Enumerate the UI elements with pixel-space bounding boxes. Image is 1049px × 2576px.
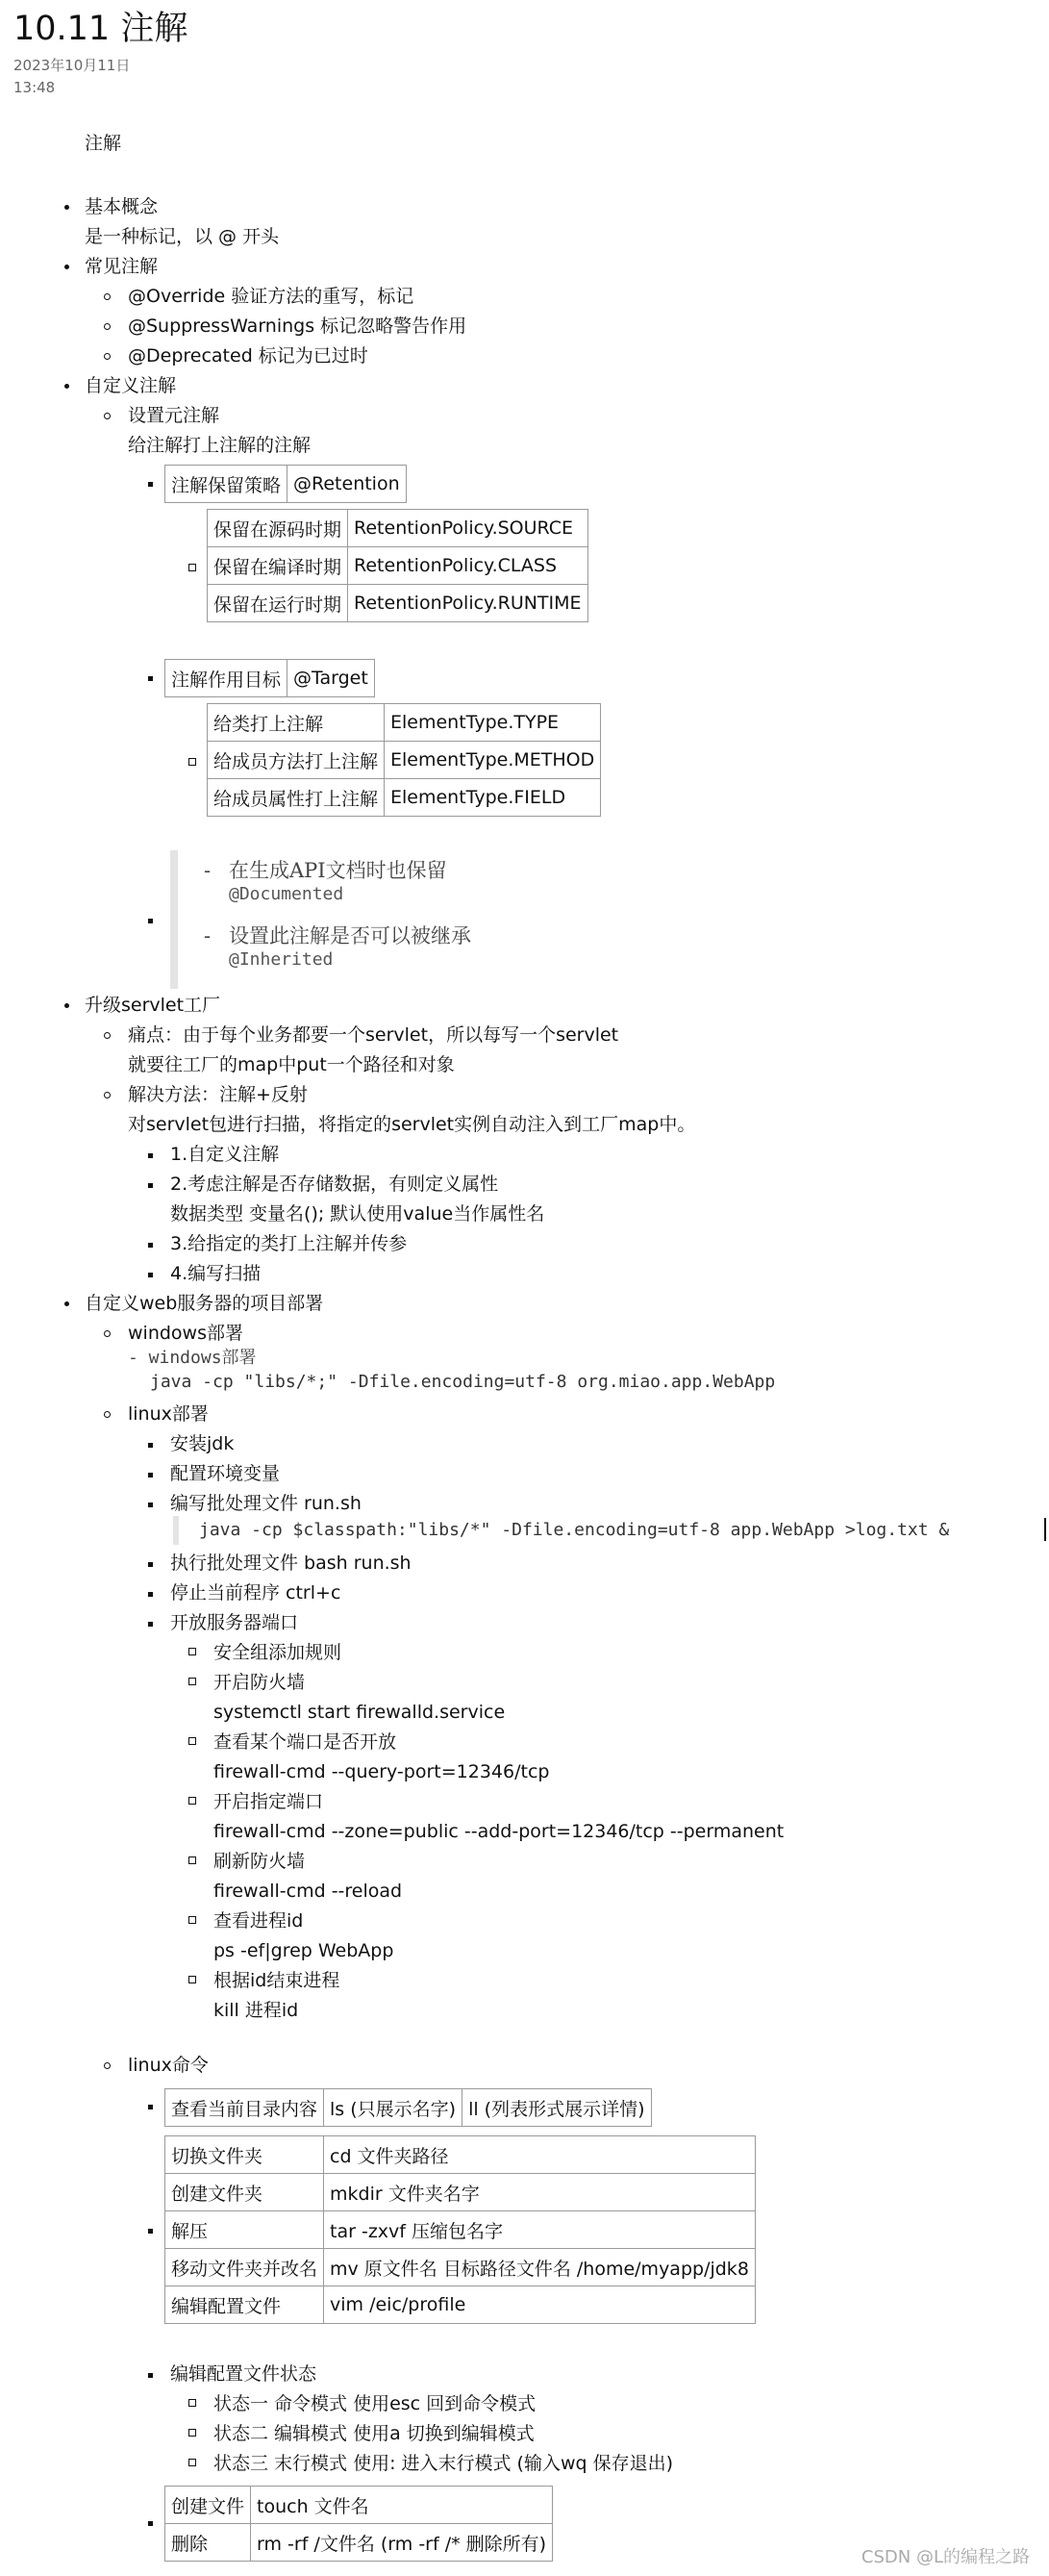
meta-annotation-label: 设置元注解 xyxy=(128,405,220,426)
square-bullet-icon xyxy=(148,2229,153,2234)
table-cell: 解压 xyxy=(165,2211,324,2249)
port-step-cmd: firewall-cmd --zone=public --add-port=12346/tcp --permanent xyxy=(213,1821,785,1842)
pain-desc: 就要往工厂的map中put一个路径和对象 xyxy=(128,1054,455,1075)
table-row xyxy=(208,779,601,817)
section-heading: 注解 xyxy=(85,133,122,154)
square-bullet-icon xyxy=(148,1243,153,1248)
page-title: 10.11 注解 xyxy=(13,10,188,48)
date-text: 2023年10月11日 xyxy=(13,57,131,74)
table-cell: ls (只展示名字) xyxy=(324,2089,462,2127)
file-command-table xyxy=(164,2486,553,2562)
edit-state-item: 状态三 末行模式 使用: 进入末行模式 (输入wq 保存退出) xyxy=(213,2453,674,2474)
watermark: CSDN @L的编程之路 xyxy=(861,2547,1030,2567)
port-step-cmd: kill 进程id xyxy=(213,2000,299,2021)
port-step-cmd: systemctl start firewalld.service xyxy=(213,1702,506,1723)
circle-bullet-icon xyxy=(104,293,111,300)
square-bullet-icon xyxy=(148,1503,153,1507)
servlet-step-desc: 数据类型 变量名(); 默认使用value当作属性名 xyxy=(170,1203,545,1225)
circle-bullet-icon xyxy=(104,1032,111,1039)
edit-state-label: 编辑配置文件状态 xyxy=(170,2363,317,2385)
open-square-bullet-icon xyxy=(188,564,196,571)
table-cell: 保留在运行时期 xyxy=(208,585,348,622)
table-cell: 切换文件夹 xyxy=(165,2136,324,2174)
square-bullet-icon xyxy=(148,1153,153,1158)
table-cell: 查看当前目录内容 xyxy=(165,2089,324,2127)
port-step-label: 开启防火墙 xyxy=(213,1672,306,1693)
table-cell: tar -zxvf 压缩包名字 xyxy=(324,2211,756,2249)
table-cell: ElementType.TYPE xyxy=(385,704,601,742)
custom-label: 自定义注解 xyxy=(85,375,177,396)
table-cell: RetentionPolicy.RUNTIME xyxy=(348,585,588,622)
basic-desc: 是一种标记，以 @ 开头 xyxy=(85,226,280,247)
table-cell: ElementType.METHOD xyxy=(385,742,601,779)
retention-header-table xyxy=(164,465,407,503)
table-cell: 给成员属性打上注解 xyxy=(208,779,385,817)
open-square-bullet-icon xyxy=(188,2399,196,2407)
text-cursor xyxy=(1044,1518,1046,1541)
target-header-table xyxy=(164,659,375,697)
table-cell: touch 文件名 xyxy=(251,2487,553,2524)
code-note-dash: - xyxy=(204,924,212,947)
circle-bullet-icon xyxy=(104,413,111,419)
open-square-bullet-icon xyxy=(188,2459,196,2466)
table-row xyxy=(208,585,588,622)
table-cell: 创建文件 xyxy=(165,2487,251,2524)
table-row xyxy=(165,2174,756,2211)
table-row xyxy=(208,547,588,585)
windows-label: windows部署 xyxy=(128,1323,243,1344)
servlet-step: 3.给指定的类打上注解并传参 xyxy=(170,1233,408,1254)
table-row xyxy=(208,510,588,547)
circle-bullet-icon xyxy=(104,353,111,360)
table-cell: ElementType.FIELD xyxy=(385,779,601,817)
square-bullet-icon xyxy=(148,1562,153,1567)
table-row xyxy=(165,2211,756,2249)
retention-table xyxy=(207,509,588,622)
linux-step: 安装jdk xyxy=(170,1433,235,1454)
solution-label: 解决方法：注解+反射 xyxy=(128,1084,308,1105)
table-cell: 注解作用目标 xyxy=(165,660,287,697)
bullet-icon xyxy=(64,1301,69,1306)
port-step-cmd: ps -ef|grep WebApp xyxy=(213,1940,394,1961)
table-cell: RetentionPolicy.CLASS xyxy=(348,547,588,585)
bullet-icon xyxy=(64,265,69,269)
linux-step: 执行批处理文件 bash run.sh xyxy=(170,1553,412,1574)
table-cell: 保留在编译时期 xyxy=(208,547,348,585)
table-cell: 删除 xyxy=(165,2524,251,2562)
bullet-icon xyxy=(64,384,69,389)
port-step-label: 安全组添加规则 xyxy=(213,1642,342,1663)
bullet-icon xyxy=(64,205,69,210)
table-cell: rm -rf /文件名 (rm -rf /* 删除所有) xyxy=(251,2524,553,2562)
table-row xyxy=(165,2487,553,2524)
table-cell: ll (列表形式展示详情) xyxy=(462,2089,651,2127)
table-cell: @Retention xyxy=(287,466,407,503)
common-label: 常见注解 xyxy=(85,256,159,277)
table-row xyxy=(208,704,601,742)
linux-step: 配置环境变量 xyxy=(170,1463,281,1484)
port-step-cmd: firewall-cmd --reload xyxy=(213,1881,403,1902)
square-bullet-icon xyxy=(148,1622,153,1627)
linux-step: 编写批处理文件 run.sh xyxy=(170,1493,362,1514)
windows-sub: - windows部署 xyxy=(128,1348,257,1368)
table-cell: 注解保留策略 xyxy=(165,466,287,503)
code-note-code: @Inherited xyxy=(229,949,334,970)
circle-bullet-icon xyxy=(104,1092,111,1099)
table-cell: 保留在源码时期 xyxy=(208,510,348,547)
deploy-label: 自定义web服务器的项目部署 xyxy=(85,1293,324,1314)
edit-state-item: 状态二 编辑模式 使用a 切换到编辑模式 xyxy=(213,2423,535,2444)
circle-bullet-icon xyxy=(104,1330,111,1337)
target-table xyxy=(207,703,601,817)
circle-bullet-icon xyxy=(104,2062,111,2069)
port-step-label: 查看进程id xyxy=(213,1910,304,1932)
linux-cmd-label: linux命令 xyxy=(128,2055,209,2076)
table-row xyxy=(165,2286,756,2324)
servlet-step: 4.编写扫描 xyxy=(170,1263,262,1284)
square-bullet-icon xyxy=(148,1473,153,1477)
bullet-icon xyxy=(64,1003,69,1008)
port-step-label: 根据id结束进程 xyxy=(213,1970,340,1991)
edit-state-item: 状态一 命令模式 使用esc 回到命令模式 xyxy=(213,2393,537,2414)
square-bullet-icon xyxy=(148,1592,153,1597)
table-cell: RetentionPolicy.SOURCE xyxy=(348,510,588,547)
code-note-dash: - xyxy=(204,859,212,882)
square-bullet-icon xyxy=(148,1273,153,1277)
table-cell: mv 原文件名 目标路径文件名 /home/myapp/jdk8 xyxy=(324,2249,756,2286)
code-note-text: 设置此注解是否可以被继承 xyxy=(229,924,471,947)
common-item: @Override 验证方法的重写，标记 xyxy=(128,286,414,307)
table-cell: 给类打上注解 xyxy=(208,704,385,742)
square-bullet-icon xyxy=(148,482,153,487)
port-step-cmd: firewall-cmd --query-port=12346/tcp xyxy=(213,1761,550,1782)
open-square-bullet-icon xyxy=(188,2429,196,2437)
square-bullet-icon xyxy=(148,2105,153,2109)
open-square-bullet-icon xyxy=(188,1976,196,1983)
circle-bullet-icon xyxy=(104,323,111,330)
servlet-label: 升级servlet工厂 xyxy=(85,995,221,1016)
square-bullet-icon xyxy=(148,2373,153,2378)
pain-label: 痛点：由于每个业务都要一个servlet，所以每写一个servlet xyxy=(128,1024,619,1046)
common-item: @SuppressWarnings 标记忽略警告作用 xyxy=(128,316,467,337)
run-sh-command: java -cp $classpath:"libs/*" -Dfile.encoding=utf-8 app.WebApp >log.txt & xyxy=(199,1520,950,1540)
linux-deploy-label: linux部署 xyxy=(128,1403,209,1425)
square-bullet-icon xyxy=(148,1183,153,1188)
basic-label: 基本概念 xyxy=(85,196,159,217)
code-note-code: @Documented xyxy=(229,884,344,904)
servlet-step: 2.考虑注解是否存储数据，有则定义属性 xyxy=(170,1174,499,1195)
table-cell: vim /eic/profile xyxy=(324,2286,756,2324)
table-cell: cd 文件夹路径 xyxy=(324,2136,756,2174)
table-cell: 给成员方法打上注解 xyxy=(208,742,385,779)
port-step-label: 刷新防火墙 xyxy=(213,1851,306,1872)
common-item: @Deprecated 标记为已过时 xyxy=(128,345,368,366)
windows-command: java -cp "libs/*;" -Dfile.encoding=utf-8 org.miao.app.WebApp xyxy=(150,1372,776,1392)
table-cell: 移动文件夹并改名 xyxy=(165,2249,324,2286)
open-square-bullet-icon xyxy=(188,1856,196,1864)
open-square-bullet-icon xyxy=(188,758,196,766)
open-square-bullet-icon xyxy=(188,1737,196,1745)
servlet-step: 1.自定义注解 xyxy=(170,1144,280,1165)
table-cell: 编辑配置文件 xyxy=(165,2286,324,2324)
code-block-bar xyxy=(170,850,178,989)
open-square-bullet-icon xyxy=(188,1916,196,1924)
solution-desc: 对servlet包进行扫描，将指定的servlet实例自动注入到工厂map中。 xyxy=(128,1114,696,1135)
square-bullet-icon xyxy=(148,676,153,681)
linux-command-table xyxy=(164,2135,756,2324)
table-row xyxy=(208,742,601,779)
table-row xyxy=(165,2136,756,2174)
linux-step: 停止当前程序 ctrl+c xyxy=(170,1582,341,1604)
open-square-bullet-icon xyxy=(188,1797,196,1805)
open-square-bullet-icon xyxy=(188,1648,196,1655)
table-cell: @Target xyxy=(287,660,375,697)
time-text: 13:48 xyxy=(13,79,56,96)
port-step-label: 开启指定端口 xyxy=(213,1791,324,1812)
square-bullet-icon xyxy=(148,919,153,923)
code-note-text: 在生成API文档时也保留 xyxy=(229,859,447,882)
table-cell: 创建文件夹 xyxy=(165,2174,324,2211)
square-bullet-icon xyxy=(148,1443,153,1448)
port-step-label: 查看某个端口是否开放 xyxy=(213,1731,397,1753)
table-cell: mkdir 文件夹名字 xyxy=(324,2174,756,2211)
open-square-bullet-icon xyxy=(188,1678,196,1685)
code-block-bar xyxy=(173,1516,179,1545)
table-row xyxy=(165,2249,756,2286)
square-bullet-icon xyxy=(148,2521,153,2526)
circle-bullet-icon xyxy=(104,1411,111,1418)
linux-step: 开放服务器端口 xyxy=(170,1612,299,1633)
table-row xyxy=(165,2524,553,2562)
meta-annotation-desc: 给注解打上注解的注解 xyxy=(128,435,312,456)
ls-header-table xyxy=(164,2088,652,2127)
